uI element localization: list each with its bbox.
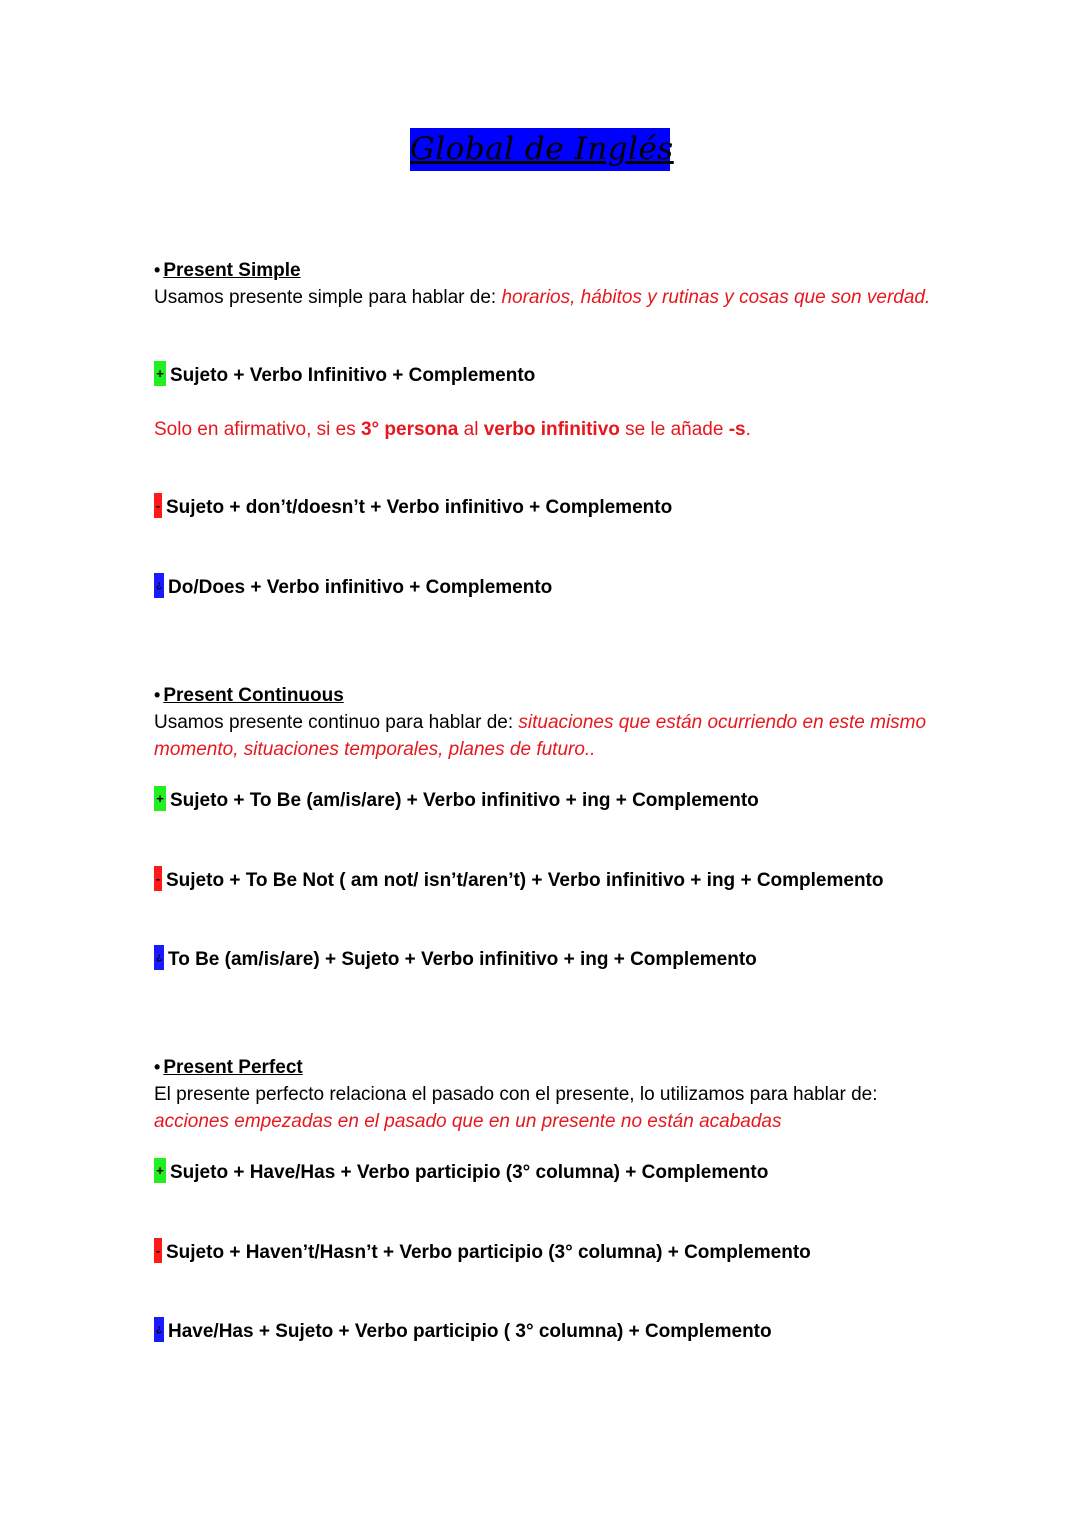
section-present-simple — [154, 258, 934, 312]
formula-affirmative: + Sujeto + Have/Has + Verbo participio (3° columna) + Complemento — [154, 1160, 768, 1186]
plus-icon: + — [154, 786, 166, 811]
rule-note: Solo en afirmativo, si es 3° persona al verbo infinitivo se le añade -s. — [154, 419, 751, 440]
formula-affirmative: + Sujeto + To Be (am/is/are) + Verbo infinitivo + ing + Complemento — [154, 788, 759, 814]
formula-negative: - Sujeto + Haven’t/Hasn’t + Verbo participio (3° columna) + Complemento — [154, 1240, 811, 1266]
section-heading: • Present Continuous — [154, 685, 344, 706]
minus-icon: - — [154, 1238, 162, 1263]
section-present-perfect — [154, 1055, 934, 1135]
bullet-icon: • — [154, 685, 161, 705]
section-heading: • Present Perfect — [154, 1057, 303, 1078]
formula-negative: - Sujeto + don’t/doesn’t + Verbo infinitivo + Complemento — [154, 495, 672, 521]
question-icon: ¿ — [154, 573, 164, 598]
question-icon: ¿ — [154, 945, 164, 970]
bullet-icon: • — [154, 1057, 161, 1077]
formula-question: ¿ To Be (am/is/are) + Sujeto + Verbo infinitivo + ing + Complemento — [154, 947, 757, 973]
formula-question: ¿ Do/Does + Verbo infinitivo + Complemento — [154, 575, 552, 601]
plus-icon: + — [154, 361, 166, 386]
formula-negative: - Sujeto + To Be Not ( am not/ isn’t/aren’t) + Verbo infinitivo + ing + Complemento — [154, 868, 884, 894]
plus-icon: + — [154, 1158, 166, 1183]
section-description: Usamos presente continuo para hablar de: situaciones que están ocurriendo en este mismo momento, situaciones temporales, planes de futuro.. — [154, 712, 927, 760]
section-heading: • Present Simple — [154, 260, 301, 281]
page-title: Global de Inglés — [410, 128, 670, 171]
question-icon: ¿ — [154, 1317, 164, 1342]
minus-icon: - — [154, 493, 162, 518]
section-present-continuous — [154, 683, 934, 763]
section-description: Usamos presente simple para hablar de: horarios, hábitos y rutinas y cosas que son verdad. — [154, 287, 931, 308]
formula-question: ¿ Have/Has + Sujeto + Verbo participio ( 3° columna) + Complemento — [154, 1319, 772, 1345]
formula-affirmative: + Sujeto + Verbo Infinitivo + Complemento — [154, 363, 535, 389]
section-description: El presente perfecto relaciona el pasado con el presente, lo utilizamos para hablar de: acciones empezadas en el pasado que en un presente no están acabadas — [154, 1084, 878, 1132]
bullet-icon: • — [154, 260, 161, 280]
minus-icon: - — [154, 866, 162, 891]
